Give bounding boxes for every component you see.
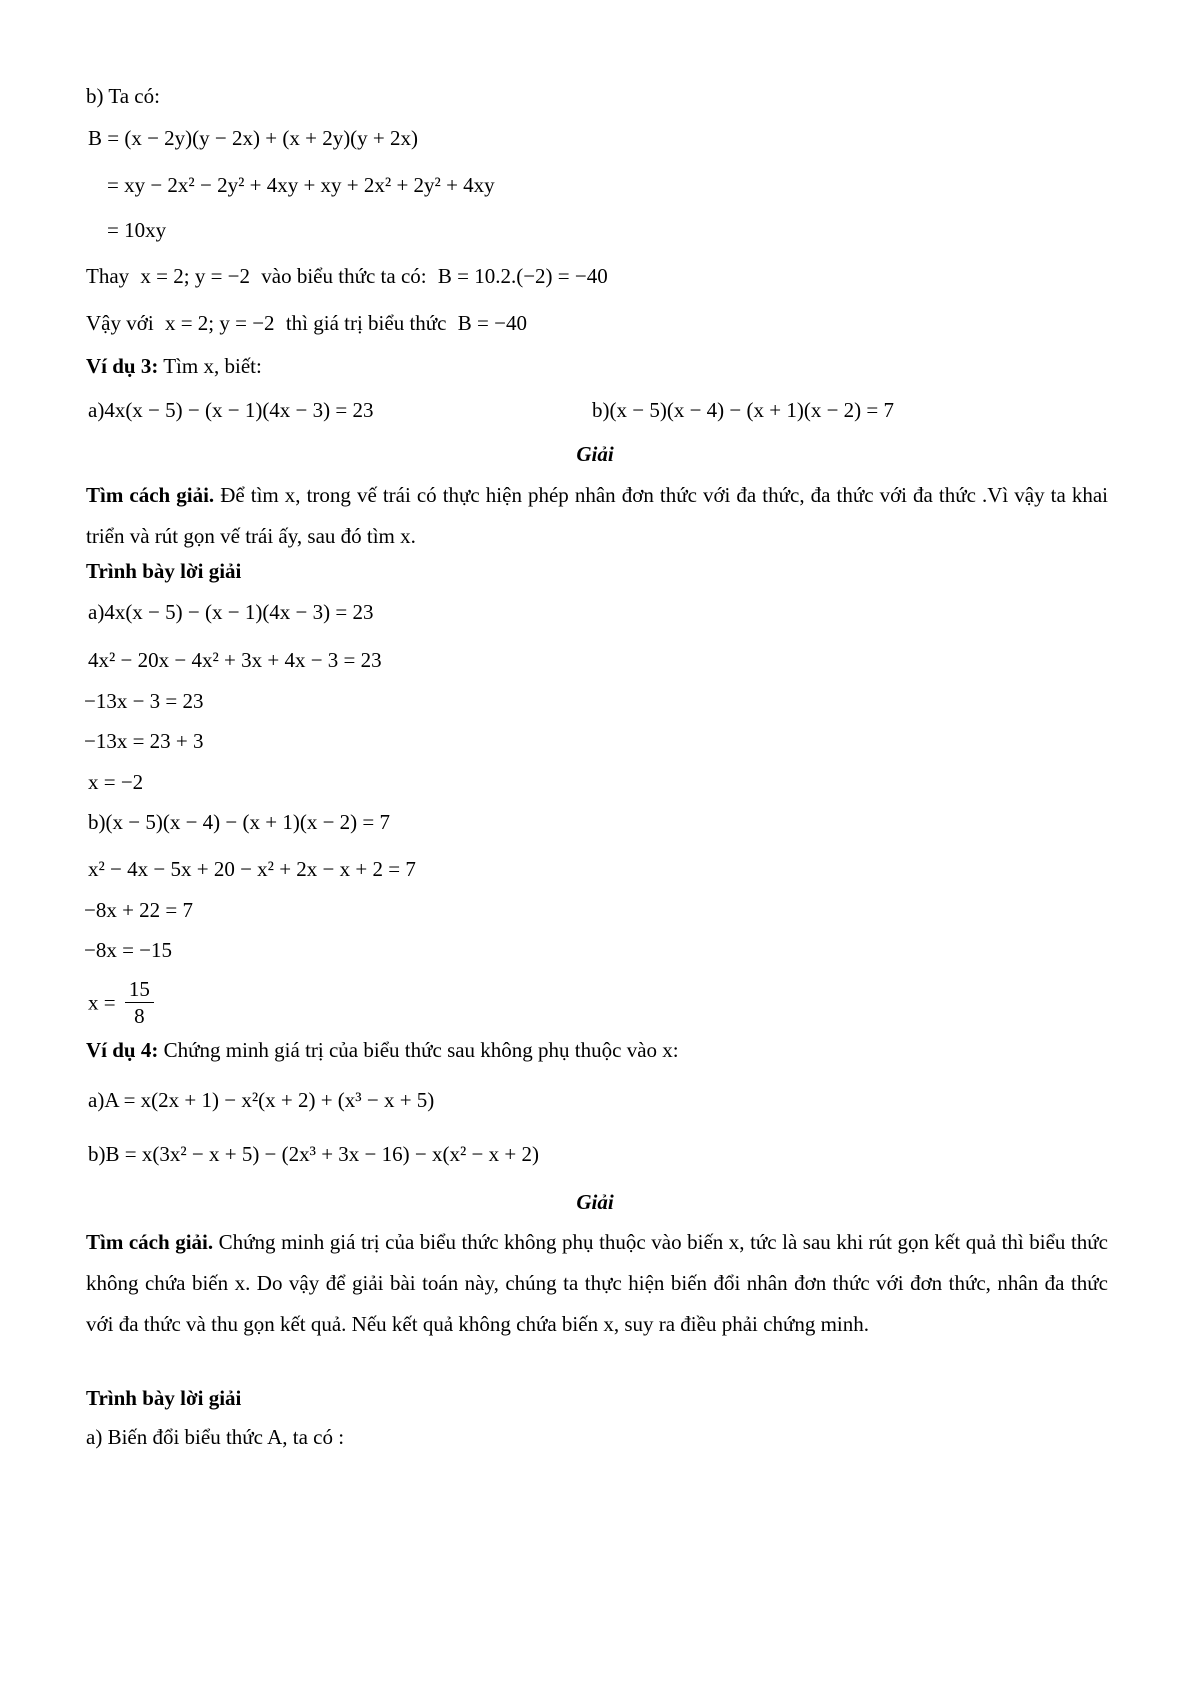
step-a-2: −13x − 3 = 23 bbox=[84, 689, 204, 713]
approach-label-3: Tìm cách giải. bbox=[86, 483, 215, 507]
step-b-2: −8x + 22 = 7 bbox=[84, 898, 194, 922]
step-a-3: −13x = 23 + 3 bbox=[84, 729, 204, 753]
final-fraction-line bbox=[88, 976, 154, 1029]
example-3-text: Tìm x, biết: bbox=[163, 354, 262, 378]
example-4-a: a)A = x(2x + 1) − x²(x + 2) + (x³ − x + 5) bbox=[88, 1088, 435, 1112]
example-4-a-start: a) Biến đổi biểu thức A, ta có : bbox=[86, 1425, 345, 1449]
vay-label: Vậy với bbox=[86, 311, 154, 335]
fraction bbox=[125, 976, 154, 1029]
giai-heading-4: Giải bbox=[576, 1190, 614, 1214]
vay-mid: thì giá trị biểu thức bbox=[285, 311, 447, 335]
vay-values: x = 2; y = −2 bbox=[164, 311, 275, 335]
step-a-0: a)4x(x − 5) − (x − 1)(4x − 3) = 23 bbox=[88, 600, 374, 624]
thay-label: Thay bbox=[86, 264, 130, 288]
equation-B-simplified: = 10xy bbox=[107, 218, 167, 242]
thay-result: B = 10.2.(−2) = −40 bbox=[437, 264, 608, 288]
thay-values: x = 2; y = −2 bbox=[140, 264, 251, 288]
equation-B-expanded: = xy − 2x² − 2y² + 4xy + xy + 2x² + 2y² + 4xy bbox=[107, 173, 495, 197]
equation-B-def: B = (x − 2y)(y − 2x) + (x + 2y)(y + 2x) bbox=[88, 126, 419, 150]
example-3-b: b)(x − 5)(x − 4) − (x + 1)(x − 2) = 7 bbox=[592, 398, 894, 422]
example-4-text: Chứng minh giá trị của biểu thức sau không phụ thuộc vào x: bbox=[163, 1038, 679, 1062]
solution-heading-3: Trình bày lời giải bbox=[86, 559, 242, 583]
example-4-label: Ví dụ 4: bbox=[86, 1038, 159, 1062]
approach-paragraph-4 bbox=[86, 1222, 1108, 1345]
step-a-1: 4x² − 20x − 4x² + 3x + 4x − 3 = 23 bbox=[88, 648, 382, 672]
b-ta-co: b) Ta có: bbox=[86, 84, 160, 108]
step-b-0: b)(x − 5)(x − 4) − (x + 1)(x − 2) = 7 bbox=[88, 810, 390, 834]
giai-heading-3: Giải bbox=[576, 442, 614, 466]
step-b-1: x² − 4x − 5x + 20 − x² + 2x − x + 2 = 7 bbox=[88, 857, 416, 881]
example-3-heading bbox=[86, 352, 262, 380]
fraction-denominator: 8 bbox=[134, 1004, 145, 1028]
step-a-4: x = −2 bbox=[88, 770, 144, 794]
approach-paragraph-3 bbox=[86, 475, 1108, 557]
example-3-a: a)4x(x − 5) − (x − 1)(4x − 3) = 23 bbox=[88, 398, 374, 422]
thay-mid: vào biểu thức ta có: bbox=[261, 264, 427, 288]
solution-heading-4: Trình bày lời giải bbox=[86, 1386, 242, 1410]
fraction-numerator: 15 bbox=[125, 976, 154, 1003]
example-4-heading bbox=[86, 1036, 679, 1064]
example-4-b: b)B = x(3x² − x + 5) − (2x³ + 3x − 16) − x(x² − x + 2) bbox=[88, 1142, 539, 1166]
approach-text-3: Để tìm x, trong vế trái có thực hiện phép nhân đơn thức với đa thức, đa thức với đa thức .Vì vậy ta khai triển và rút gọn vế trái ấy, sau đó tìm x. bbox=[86, 483, 1108, 548]
example-3-label: Ví dụ 3: bbox=[86, 354, 159, 378]
vay-result: B = −40 bbox=[457, 311, 527, 335]
approach-label-4: Tìm cách giải. bbox=[86, 1230, 214, 1254]
approach-text-4: Chứng minh giá trị của biểu thức không phụ thuộc vào biến x, tức là sau khi rút gọn kết quả thì biểu thức không chứa biến x. Do vậy để giải bài toán này, chúng ta thực hiện biến đổi nhân đơn thức với đơn thức, nhân đa thức với đa thức và thu gọn kết quả. Nếu kết quả không chứa biến x, suy ra điều phải chứng minh. bbox=[86, 1230, 1108, 1336]
conclusion-line bbox=[86, 309, 527, 337]
step-b-3: −8x = −15 bbox=[84, 938, 173, 962]
final-lhs: x = bbox=[88, 990, 116, 1015]
substitution-line bbox=[86, 262, 608, 290]
